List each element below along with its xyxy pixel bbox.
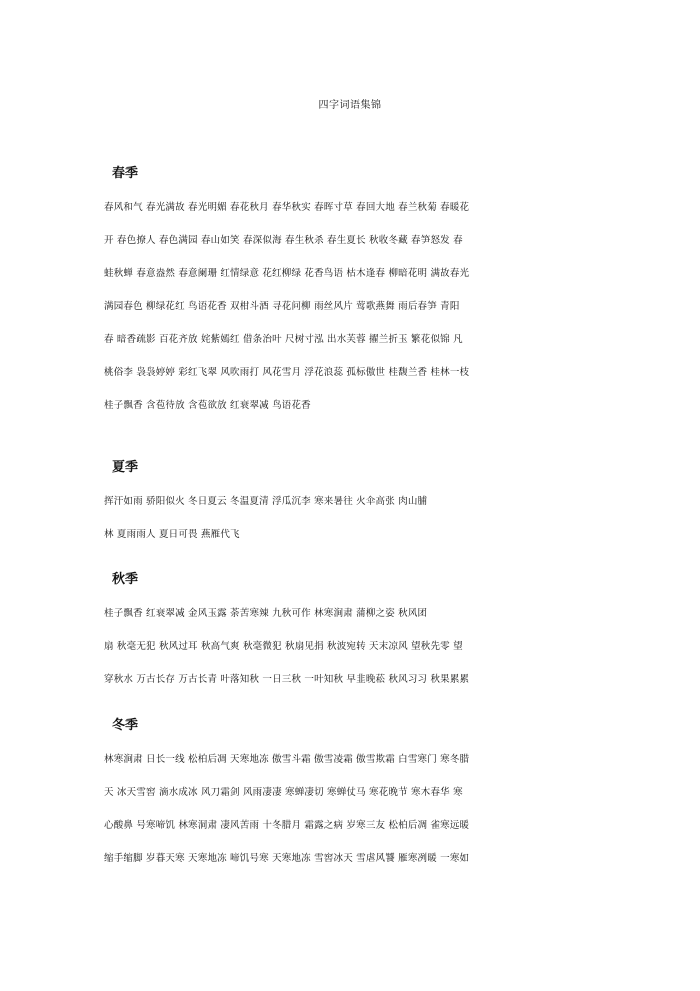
word-line: 满园春色 柳绿花红 鸟语花香 双柑斗酒 寻花问柳 雨丝风片 莺歌燕舞 雨后春笋 青阳: [104, 301, 460, 312]
section-winter: [104, 716, 604, 884]
word-line: 蛙秋蝉 春意盎然 春意阑珊 红情绿意 花红柳绿 花香鸟语 枯木逢春 柳暗花明 满故春光: [104, 268, 470, 279]
word-list-summer: [104, 494, 604, 560]
word-line: 桂子飘香 红衰翠减 金风玉露 荼苦寒辣 九秋可作 林寒涧肃 蒲柳之姿 秋风团: [104, 608, 428, 619]
document-title: 四字词语集锦: [318, 100, 382, 111]
section-heading-summer: 夏季: [112, 460, 139, 475]
word-line: 扇 秋毫无犯 秋风过耳 秋高气爽 秋毫微犯 秋扇见捐 秋波宛转 天末凉风 望秋先零 望: [104, 641, 463, 652]
section-summer: [104, 458, 604, 560]
section-heading-autumn: 秋季: [112, 572, 139, 587]
section-autumn: [104, 570, 604, 705]
word-line: 开 春色撩人 春色满园 春山如笑 春深似海 春生秋杀 春生夏长 秋收冬藏 春笋怒发 春: [104, 235, 463, 246]
word-line: 林 夏雨雨人 夏日可畏 燕雁代飞: [104, 529, 240, 540]
section-heading-spring: 春季: [112, 166, 139, 181]
word-line: 天 冰天雪窖 滴水成冰 风刀霜剑 风雨凄凄 寒蝉凄切 寒蝉仗马 寒花晚节 寒木春华 寒: [104, 787, 463, 798]
word-list-spring: [104, 200, 604, 431]
word-line: 林寒涧肃 日长一线 松柏后凋 天寒地冻 傲雪斗霜 傲雪凌霜 傲雪欺霜 白雪寒门 寒冬腊: [104, 754, 470, 765]
word-line: 穿秋水 万古长存 万古长青 叶落知秋 一日三秋 一叶知秋 早韭晚菘 秋风习习 秋果累累: [104, 674, 470, 685]
word-line: 桃俗李 袅袅婷婷 彩红飞翠 风吹雨打 风花雪月 浮花浪蕊 孤标傲世 桂馥兰香 桂林一枝: [104, 367, 470, 378]
word-list-winter: [104, 752, 604, 884]
word-line: 心酸鼻 号寒啼饥 林寒洞肃 凄风苦雨 十冬腊月 霜露之病 岁寒三友 松柏后凋 雀寒远暖: [104, 820, 470, 831]
word-list-autumn: [104, 606, 604, 705]
word-line: 挥汗如雨 骄阳似火 冬日夏云 冬温夏清 浮瓜沉李 寒来暑往 火伞高张 肉山脯: [104, 496, 428, 507]
section-heading-winter: 冬季: [112, 718, 139, 733]
word-line: 春 暗香疏影 百花齐放 姹紫嫣红 借条治叶 尺树寸泓 出水芙蓉 擢兰折玉 繁花似锦 凡: [104, 334, 463, 345]
section-spring: [104, 164, 604, 431]
word-line: 桂子飘香 含苞待放 含苞欲放 红衰翠减 鸟语花香: [104, 400, 311, 411]
word-line: 缩手缩脚 岁暮天寒 天寒地冻 啼饥号寒 天寒地冻 雪窖冰天 雪虐风饕 雁寒冽暖 一寒如: [104, 853, 470, 864]
word-line: 春风和气 春光满故 春光明媚 春花秋月 春华秋实 春晖寸草 春回大地 春兰秋菊 春暖花: [104, 202, 470, 213]
